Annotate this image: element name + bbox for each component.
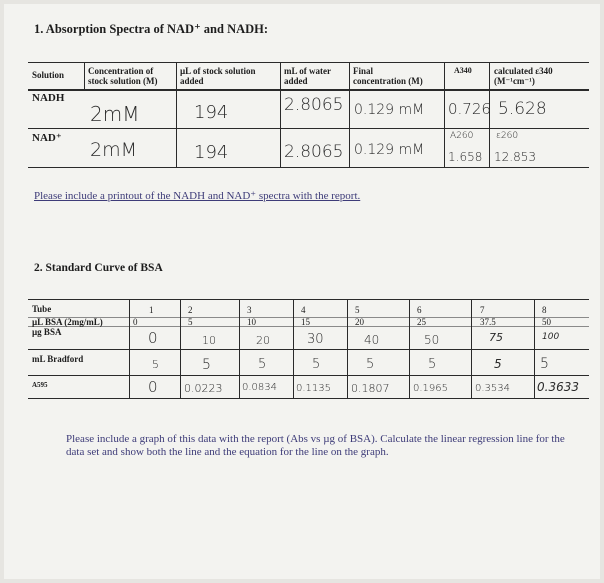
spectra-note: Please include a printout of the NADH and NAD⁺ spectra with the report. bbox=[34, 190, 361, 202]
t2-top-line bbox=[28, 299, 589, 300]
t2-label-ul-bsa: µL BSA (2mg/mL) bbox=[32, 317, 103, 327]
t2-label-ug-bsa: µg BSA bbox=[32, 327, 62, 337]
nad-ml-water: 2.8065 bbox=[284, 142, 344, 162]
t1-col-line bbox=[280, 62, 281, 167]
tube-number: 8 bbox=[542, 305, 547, 315]
t2-col-line bbox=[409, 299, 410, 398]
t2-col-line bbox=[129, 299, 130, 398]
graph-note: Please include a graph of this data with the report (Abs vs µg of BSA). Calculate the linear regression line for the data set and show both the line and the equation for the line on the graph. bbox=[66, 433, 565, 458]
nad-a260-label: A260 bbox=[450, 131, 474, 141]
t1-header-ul-stock: µL of stock solution added bbox=[180, 66, 256, 86]
nad-eps: 12.853 bbox=[494, 150, 536, 164]
t1-col-line bbox=[176, 62, 177, 167]
ul-bsa-value: 50 bbox=[542, 317, 551, 327]
t1-row-line bbox=[28, 128, 589, 129]
nadh-ml-water: 2.8065 bbox=[284, 95, 344, 115]
ug-bsa-value: 0 bbox=[148, 329, 158, 347]
ul-bsa-value: 15 bbox=[301, 317, 310, 327]
ul-bsa-value: 10 bbox=[247, 317, 256, 327]
section1-title: 1. Absorption Spectra of NAD⁺ and NADH: bbox=[34, 22, 269, 36]
t1-header-a340: A340 bbox=[454, 66, 472, 75]
ug-bsa-value: 40 bbox=[364, 333, 380, 347]
tube-number: 4 bbox=[301, 305, 306, 315]
ug-bsa-value: 100 bbox=[542, 332, 560, 342]
a595-value: 0.1807 bbox=[351, 382, 390, 395]
t2-col-line bbox=[180, 299, 181, 398]
t2-col-line bbox=[239, 299, 240, 398]
t2-col-line bbox=[534, 299, 535, 398]
t1-header-final-conc: Final concentration (M) bbox=[353, 66, 423, 86]
t1-col-line bbox=[349, 62, 350, 167]
t1-col-line bbox=[444, 62, 445, 167]
ug-bsa-value: 10 bbox=[202, 334, 216, 347]
t1-header-solution: Solution bbox=[32, 70, 65, 80]
bradford-value: 5 bbox=[258, 357, 267, 372]
t1-header-calc-eps: calculated ε340 (M⁻¹cm⁻¹) bbox=[494, 66, 553, 86]
tube-number: 5 bbox=[355, 305, 360, 315]
bradford-value: 5 bbox=[312, 357, 321, 372]
ul-bsa-value: 0 bbox=[133, 317, 138, 327]
nad-eps-label: ε260 bbox=[496, 131, 519, 141]
nadh-a340: 0.726 bbox=[448, 100, 491, 118]
ug-bsa-value: 50 bbox=[424, 333, 440, 347]
section2-title: 2. Standard Curve of BSA bbox=[34, 262, 163, 274]
ul-bsa-value: 5 bbox=[188, 317, 193, 327]
tube-number: 7 bbox=[480, 305, 485, 315]
a595-value: 0.0834 bbox=[242, 382, 277, 393]
bradford-value: 5 bbox=[494, 357, 502, 371]
nad-conc-stock: 2mM bbox=[90, 139, 137, 161]
nad-final-conc: 0.129 mM bbox=[354, 142, 425, 158]
a595-value: 0.1965 bbox=[413, 383, 448, 394]
t2-label-a595: A595 bbox=[32, 381, 48, 389]
ul-bsa-value: 25 bbox=[417, 317, 426, 327]
a595-value: 0.3534 bbox=[475, 383, 510, 394]
nadh-conc-stock: 2mM bbox=[90, 102, 140, 126]
ul-bsa-value: 37.5 bbox=[480, 317, 496, 327]
nad-ul-stock: 194 bbox=[194, 142, 229, 163]
t2-label-ml-bradford: mL Bradford bbox=[32, 354, 84, 364]
t1-header-ml-water: mL of water added bbox=[284, 66, 331, 86]
tube-number: 1 bbox=[149, 305, 154, 315]
ul-bsa-value: 20 bbox=[355, 317, 364, 327]
t2-label-tube: Tube bbox=[32, 304, 52, 314]
bradford-value: 5 bbox=[152, 358, 159, 371]
nad-a340: 1.658 bbox=[448, 150, 483, 164]
nadh-ul-stock: 194 bbox=[194, 102, 229, 123]
t1-row-label-nad: NAD⁺ bbox=[32, 132, 62, 144]
a595-value: 0.0223 bbox=[184, 382, 223, 395]
t1-header-line bbox=[28, 89, 589, 91]
t1-top-line bbox=[28, 62, 589, 63]
bradford-value: 5 bbox=[366, 357, 375, 372]
t1-bottom-line bbox=[28, 167, 589, 168]
t2-col-line bbox=[347, 299, 348, 398]
t2-row-line bbox=[28, 349, 589, 350]
ug-bsa-value: 20 bbox=[256, 334, 270, 347]
worksheet-page bbox=[4, 4, 600, 579]
a595-value: 0 bbox=[148, 378, 158, 396]
t2-col-line bbox=[471, 299, 472, 398]
tube-number: 3 bbox=[247, 305, 252, 315]
bradford-value: 5 bbox=[540, 356, 549, 372]
t2-row-line bbox=[28, 375, 589, 376]
ug-bsa-value: 30 bbox=[307, 332, 324, 347]
tube-number: 6 bbox=[417, 305, 422, 315]
nadh-final-conc: 0.129 mM bbox=[354, 102, 425, 118]
t1-col-line bbox=[84, 62, 85, 89]
ug-bsa-value: 75 bbox=[489, 331, 503, 344]
t1-header-conc-stock: Concentration of stock solution (M) bbox=[88, 66, 158, 86]
t2-bottom-line bbox=[28, 398, 589, 399]
tube-number: 2 bbox=[188, 305, 193, 315]
a595-value: 0.1135 bbox=[296, 383, 331, 394]
nadh-eps: 5.628 bbox=[498, 99, 547, 119]
bradford-value: 5 bbox=[428, 357, 437, 372]
t2-col-line bbox=[293, 299, 294, 398]
t1-row-label-nadh: NADH bbox=[32, 92, 65, 104]
bradford-value: 5 bbox=[202, 357, 211, 373]
a595-value: 0.3633 bbox=[537, 380, 579, 394]
